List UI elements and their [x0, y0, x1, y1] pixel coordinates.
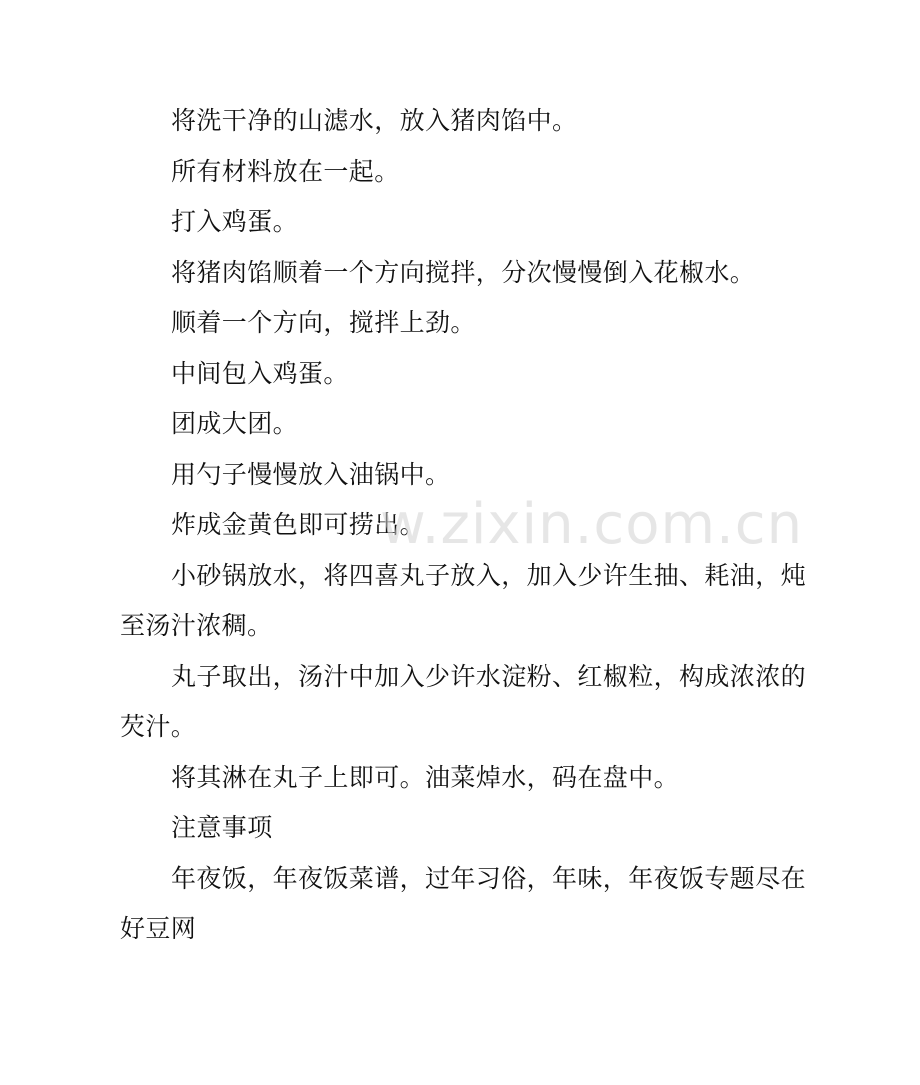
- paragraph-10: 小砂锅放水，将四喜丸子放入，加入少许生抽、耗油，炖至汤汁浓稠。: [120, 560, 807, 640]
- paragraph-14: 年夜饭，年夜饭菜谱，过年习俗，年味，年夜饭专题尽在好豆网: [120, 863, 807, 943]
- paragraph-6: 中间包入鸡蛋。: [171, 358, 349, 388]
- paragraph-4: 将猪肉馅顺着一个方向搅拌，分次慢慢倒入花椒水。: [171, 257, 756, 287]
- paragraph-12: 将其淋在丸子上即可。油菜焯水，码在盘中。: [171, 762, 680, 792]
- paragraph-8: 用勺子慢慢放入油锅中。: [171, 459, 451, 489]
- paragraph-7: 团成大团。: [171, 409, 299, 438]
- paragraph-1: 将洗干净的山滤水，放入猪肉馅中。: [171, 106, 578, 135]
- document-body: [120, 96, 810, 955]
- paragraph-2: 所有材料放在一起。: [171, 156, 400, 186]
- paragraph-11: 丸子取出，汤汁中加入少许水淀粉、红椒粒，构成浓浓的芡汁。: [120, 661, 807, 741]
- paragraph-3: 打入鸡蛋。: [171, 207, 299, 236]
- paragraph-5: 顺着一个方向，搅拌上劲。: [171, 308, 476, 337]
- watermark: w.zixin.com.cn: [380, 492, 804, 557]
- paragraph-9: 炸成金黄色即可捞出。: [171, 510, 426, 539]
- section-heading-notes: 注意事项: [171, 813, 273, 842]
